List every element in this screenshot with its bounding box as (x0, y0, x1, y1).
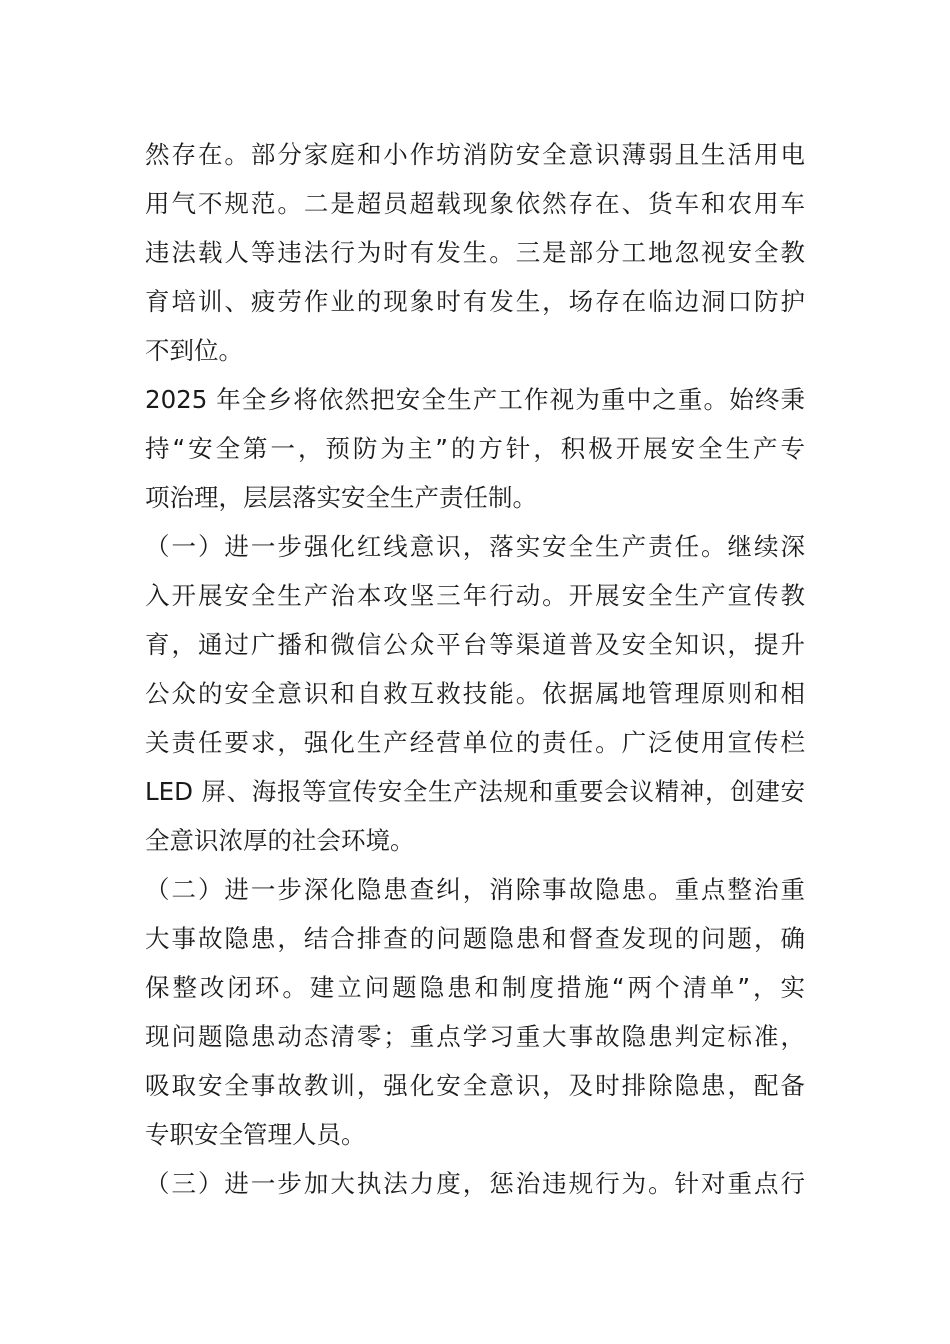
text-line: 公众的安全意识和自救互救技能。依据属地管理原则和相 (145, 679, 805, 708)
text-line: 大事故隐患，结合排查的问题隐患和督查发现的问题，确 (145, 924, 805, 953)
text-line: 不到位。 (145, 336, 243, 365)
text-line: 保整改闭环。建立问题隐患和制度措施“两个清单”，实 (145, 973, 805, 1002)
text-line: 项治理，层层落实安全生产责任制。 (145, 483, 537, 512)
text-line: 违法载人等违法行为时有发生。三是部分工地忽视安全教 (145, 238, 805, 267)
document-body (145, 130, 805, 1208)
text-line: （三）进一步加大执法力度，惩治违规行为。针对重点行 (145, 1169, 805, 1198)
text-line: 2025 年全乡将依然把安全生产工作视为重中之重。始终秉 (145, 385, 805, 414)
text-line: 关责任要求，强化生产经营单位的责任。广泛使用宣传栏 (145, 728, 805, 757)
text-line: 持“安全第一，预防为主”的方针，积极开展安全生产专 (145, 434, 805, 463)
text-line: 育培训、疲劳作业的现象时有发生，场存在临边洞口防护 (145, 287, 805, 316)
text-line: 全意识浓厚的社会环境。 (145, 826, 415, 855)
text-line: 专职安全管理人员。 (145, 1120, 366, 1149)
text-line: （一）进一步强化红线意识，落实安全生产责任。继续深 (145, 532, 805, 561)
text-line: 入开展安全生产治本攻坚三年行动。开展安全生产宣传教 (145, 581, 805, 610)
text-line: 现问题隐患动态清零；重点学习重大事故隐患判定标准， (145, 1022, 805, 1051)
text-line: 吸取安全事故教训，强化安全意识，及时排除隐患，配备 (145, 1071, 805, 1100)
text-line: LED 屏、海报等宣传安全生产法规和重要会议精神，创建安 (145, 777, 805, 806)
text-line: 育，通过广播和微信公众平台等渠道普及安全知识，提升 (145, 630, 805, 659)
text-line: 然存在。部分家庭和小作坊消防安全意识薄弱且生活用电 (145, 140, 805, 169)
text-line: （二）进一步深化隐患查纠，消除事故隐患。重点整治重 (145, 875, 805, 904)
text-line: 用气不规范。二是超员超载现象依然存在、货车和农用车 (145, 189, 805, 218)
